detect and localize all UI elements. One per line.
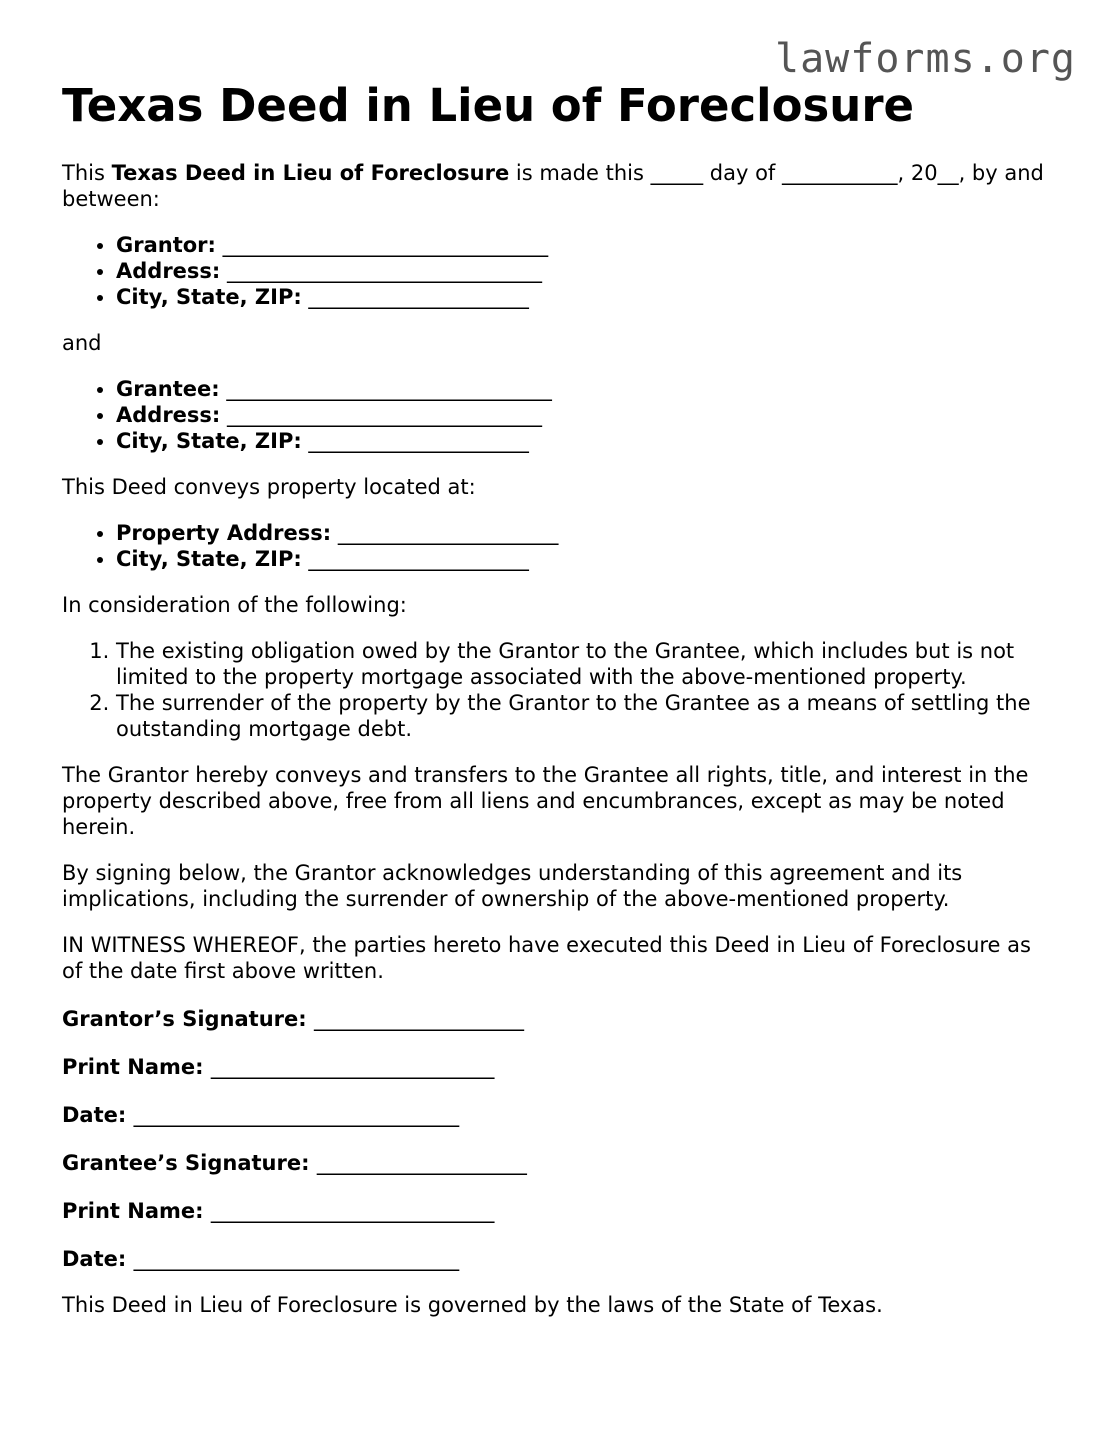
property-city-state-zip-field[interactable] xyxy=(116,546,1052,572)
consideration-item: 1. The existing obligation owed by the Grantor to the Grantee, which includes but is not limited to the property mortgage associated with the above-mentioned property. xyxy=(116,638,1052,690)
intro-prefix: This xyxy=(62,161,112,185)
grantor-fields-list xyxy=(62,232,1052,310)
field-blank: _______________________________ xyxy=(133,1247,460,1271)
field-blank: ______________________________ xyxy=(227,259,543,283)
intro-bold-title: Texas Deed in Lieu of Foreclosure xyxy=(111,161,510,185)
consideration-list xyxy=(62,638,1052,742)
grantor-name-field[interactable] xyxy=(116,232,1052,258)
field-label: Print Name: xyxy=(62,1055,204,1079)
intro-suffix: is made this _____ day of ___________, 20__, by and between: xyxy=(62,161,1044,211)
consideration-intro: In consideration of the following: xyxy=(62,593,407,617)
grantor-signature-field[interactable] xyxy=(62,1006,1052,1032)
field-label: City, State, ZIP: xyxy=(116,429,302,453)
property-intro: This Deed conveys property located at: xyxy=(62,475,476,499)
field-label: Property Address: xyxy=(116,521,332,545)
grantee-print-name-field[interactable] xyxy=(62,1198,1052,1224)
field-blank: _____________________ xyxy=(308,285,529,309)
field-label: Grantor’s Signature: xyxy=(62,1007,307,1031)
field-label: Grantee’s Signature: xyxy=(62,1151,310,1175)
grantee-address-field[interactable] xyxy=(116,402,1052,428)
field-label: Date: xyxy=(62,1103,127,1127)
signature-block xyxy=(62,1006,1052,1272)
field-blank: _____________________ xyxy=(308,429,529,453)
grantor-date-field[interactable] xyxy=(62,1102,1052,1128)
field-blank: ____________________ xyxy=(313,1007,524,1031)
grantor-print-name-field[interactable] xyxy=(62,1054,1052,1080)
grantor-city-state-zip-field[interactable] xyxy=(116,284,1052,310)
acknowledgement-paragraph: By signing below, the Grantor acknowledges understanding of this agreement and its implications, including the surrender of ownership of the above-mentioned property. xyxy=(62,861,963,911)
grantee-name-field[interactable] xyxy=(116,376,1052,402)
watermark-logo: lawforms.org xyxy=(775,36,1076,82)
field-label: City, State, ZIP: xyxy=(116,547,302,571)
conveyance-paragraph: The Grantor hereby conveys and transfers to the Grantee all rights, title, and interest in the property described above, free from all liens and encumbrances, except as may be noted herein. xyxy=(62,763,1029,839)
field-blank: ___________________________ xyxy=(210,1055,495,1079)
field-blank: _____________________ xyxy=(337,521,559,545)
grantee-city-state-zip-field[interactable] xyxy=(116,428,1052,454)
grantee-fields-list xyxy=(62,376,1052,454)
consideration-item: 2. The surrender of the property by the Grantor to the Grantee as a means of settling the outstanding mortgage debt. xyxy=(116,690,1052,742)
field-blank: _______________________________ xyxy=(222,233,549,257)
field-blank: _______________________________ xyxy=(133,1103,460,1127)
field-label: Print Name: xyxy=(62,1199,204,1223)
and-text: and xyxy=(62,331,102,355)
field-blank: ______________________________ xyxy=(227,403,543,427)
field-label: Grantor: xyxy=(116,233,216,257)
field-blank: ____________________ xyxy=(316,1151,527,1175)
field-blank: _______________________________ xyxy=(226,377,552,401)
field-label: Address: xyxy=(116,259,221,283)
property-address-field[interactable] xyxy=(116,520,1052,546)
grantor-address-field[interactable] xyxy=(116,258,1052,284)
document-title: Texas Deed in Lieu of Foreclosure xyxy=(62,79,915,132)
field-blank: ___________________________ xyxy=(210,1199,495,1223)
intro-paragraph xyxy=(62,160,1052,212)
field-label: City, State, ZIP: xyxy=(116,285,302,309)
field-label: Address: xyxy=(116,403,221,427)
governing-law-paragraph: This Deed in Lieu of Foreclosure is governed by the laws of the State of Texas. xyxy=(62,1293,883,1317)
grantee-date-field[interactable] xyxy=(62,1246,1052,1272)
field-label: Date: xyxy=(62,1247,127,1271)
field-blank: _____________________ xyxy=(308,547,529,571)
property-fields-list xyxy=(62,520,1052,572)
grantee-signature-field[interactable] xyxy=(62,1150,1052,1176)
field-label: Grantee: xyxy=(116,377,220,401)
witness-paragraph: IN WITNESS WHEREOF, the parties hereto have executed this Deed in Lieu of Foreclosure as of the date first above written. xyxy=(62,933,1031,983)
document-page xyxy=(62,80,1052,1318)
